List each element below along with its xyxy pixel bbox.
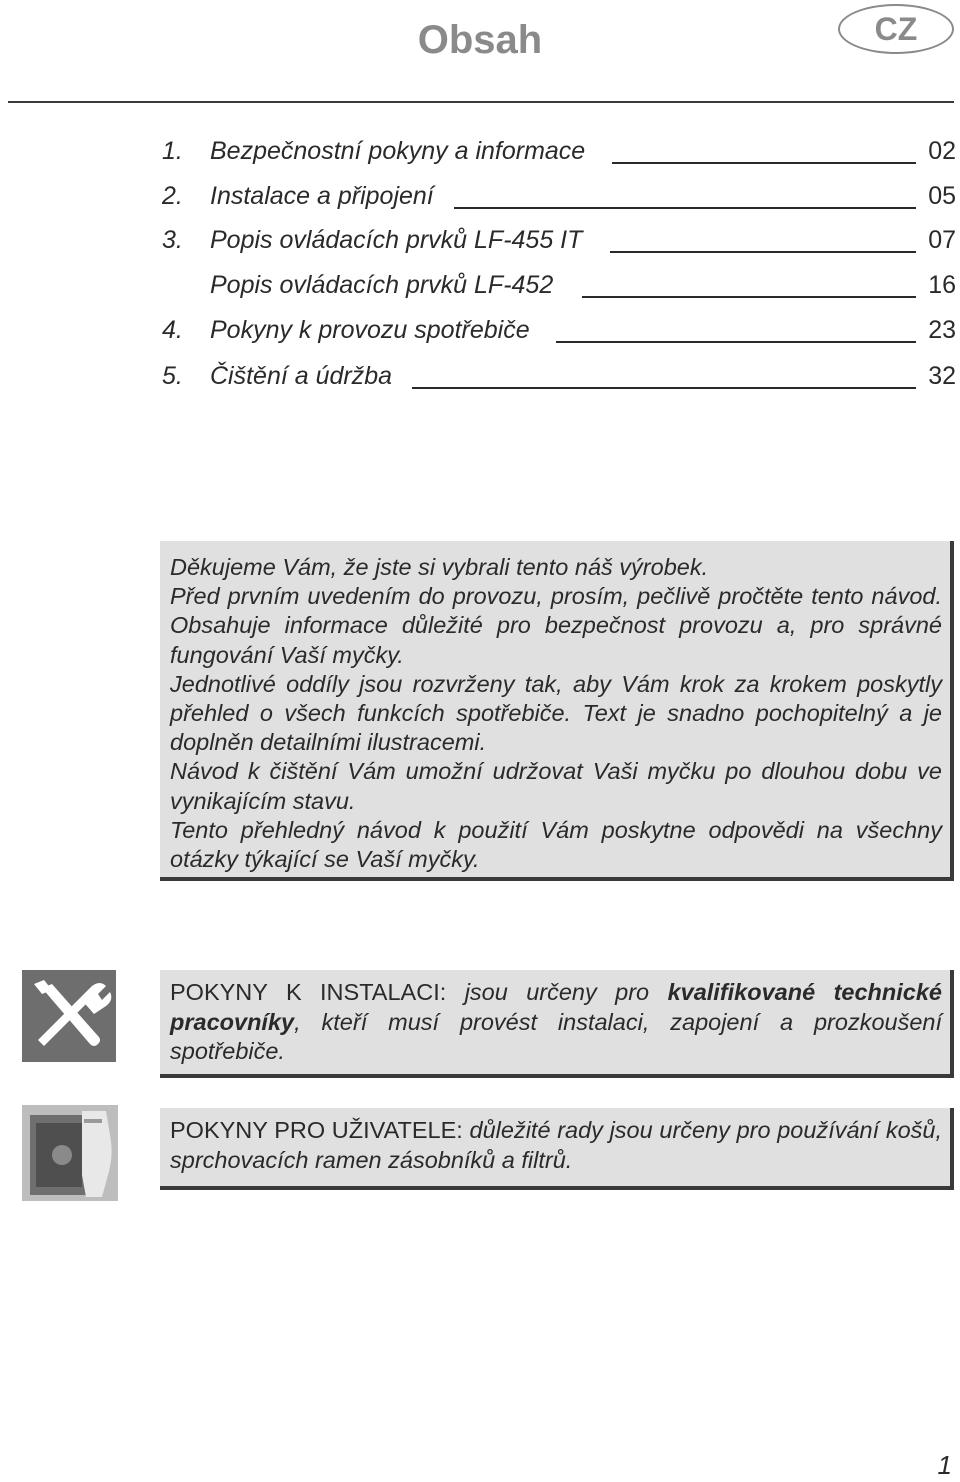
toc-entry-page: 05 <box>928 182 956 210</box>
user-notice-lead: POKYNY PRO UŽIVATELE: <box>170 1117 463 1143</box>
toc-entry-title: Instalace a připojení <box>210 182 434 210</box>
user-notice <box>160 1108 954 1190</box>
header-divider <box>8 101 954 103</box>
toc-leader-line <box>556 341 916 343</box>
toc-entry-page: 02 <box>928 137 956 165</box>
toc-entry[interactable] <box>0 131 960 171</box>
toc-entry-page: 32 <box>928 362 956 390</box>
toc-leader-line <box>610 251 916 253</box>
toc-leader-line <box>412 387 916 389</box>
user-notice-body: důležité rady jsou určeny pro používání košů, sprchovacích ramen zásobníků a filtrů. <box>170 1117 942 1173</box>
toc-leader-line <box>582 296 916 298</box>
intro-paragraph: Děkujeme Vám, že jste si vybrali tento náš výrobek. <box>170 554 709 580</box>
toc-entry-title: Bezpečnostní pokyny a informace <box>210 137 586 165</box>
toc-entry-title: Pokyny k provozu spotřebiče <box>210 316 530 344</box>
page-number: 1 <box>937 1450 952 1480</box>
toc-entry-number: 4. <box>162 316 183 344</box>
toc-entry[interactable] <box>0 176 960 216</box>
intro-paragraph: Návod k čištění Vám umožní udržovat Vaši myčku po dlouhou dobu ve vynikajícím stavu. <box>170 758 942 814</box>
intro-paragraph: Jednotlivé oddíly jsou rozvrženy tak, aby Vám krok za krokem poskytly přehled o všech funkcích spotřebiče. Text je snadno pochopitelný a je doplněn detailními ilustracemi. <box>170 670 942 756</box>
toc-entry-number: 2. <box>162 182 183 210</box>
toc-entry-title: Popis ovládacích prvků LF-452 <box>210 271 554 299</box>
dishwasher-icon <box>22 1105 118 1201</box>
toc-entry-page: 07 <box>928 226 956 254</box>
toc-entry-page: 16 <box>928 271 956 299</box>
installation-notice-emphasis: kvalifikované technické pracovníky <box>170 979 942 1035</box>
language-badge: CZ <box>838 4 954 54</box>
tools-icon <box>22 970 116 1062</box>
toc-entry-title: Popis ovládacích prvků LF-455 IT <box>210 226 583 254</box>
toc-entry-number: 1. <box>162 137 183 165</box>
toc-entry[interactable] <box>0 265 960 305</box>
installation-notice-lead: POKYNY K INSTALACI: <box>170 979 447 1005</box>
toc-entry-page: 23 <box>928 316 956 344</box>
installation-notice-body: jsou určeny pro <box>464 979 650 1005</box>
toc-entry[interactable] <box>0 310 960 350</box>
installation-notice <box>160 970 954 1078</box>
page-title: Obsah <box>417 18 543 62</box>
toc-entry-number: 5. <box>162 362 183 390</box>
intro-box <box>160 541 954 881</box>
intro-paragraph: Tento přehledný návod k použití Vám poskytne odpovědi na všechny otázky týkající se Vaší myčky. <box>170 816 942 873</box>
installation-notice-text <box>170 978 942 1067</box>
intro-paragraph: Před prvním uvedením do provozu, prosím, pečlivě pročtěte tento návod. Obsahuje informace důležité pro bezpečnost provozu a, pro správné fungování Vaší myčky. <box>170 583 942 668</box>
toc-leader-line <box>612 162 916 164</box>
installation-notice-body-end: , kteří musí provést instalaci, zapojení a prozkoušení spotřebiče. <box>170 1008 942 1065</box>
user-notice-text <box>170 1116 942 1175</box>
toc-entry[interactable] <box>0 356 960 396</box>
toc-entry-title: Čištění a údržba <box>210 362 393 390</box>
toc-entry-number: 3. <box>162 226 183 254</box>
toc-leader-line <box>454 207 916 209</box>
toc-entry[interactable] <box>0 220 960 260</box>
